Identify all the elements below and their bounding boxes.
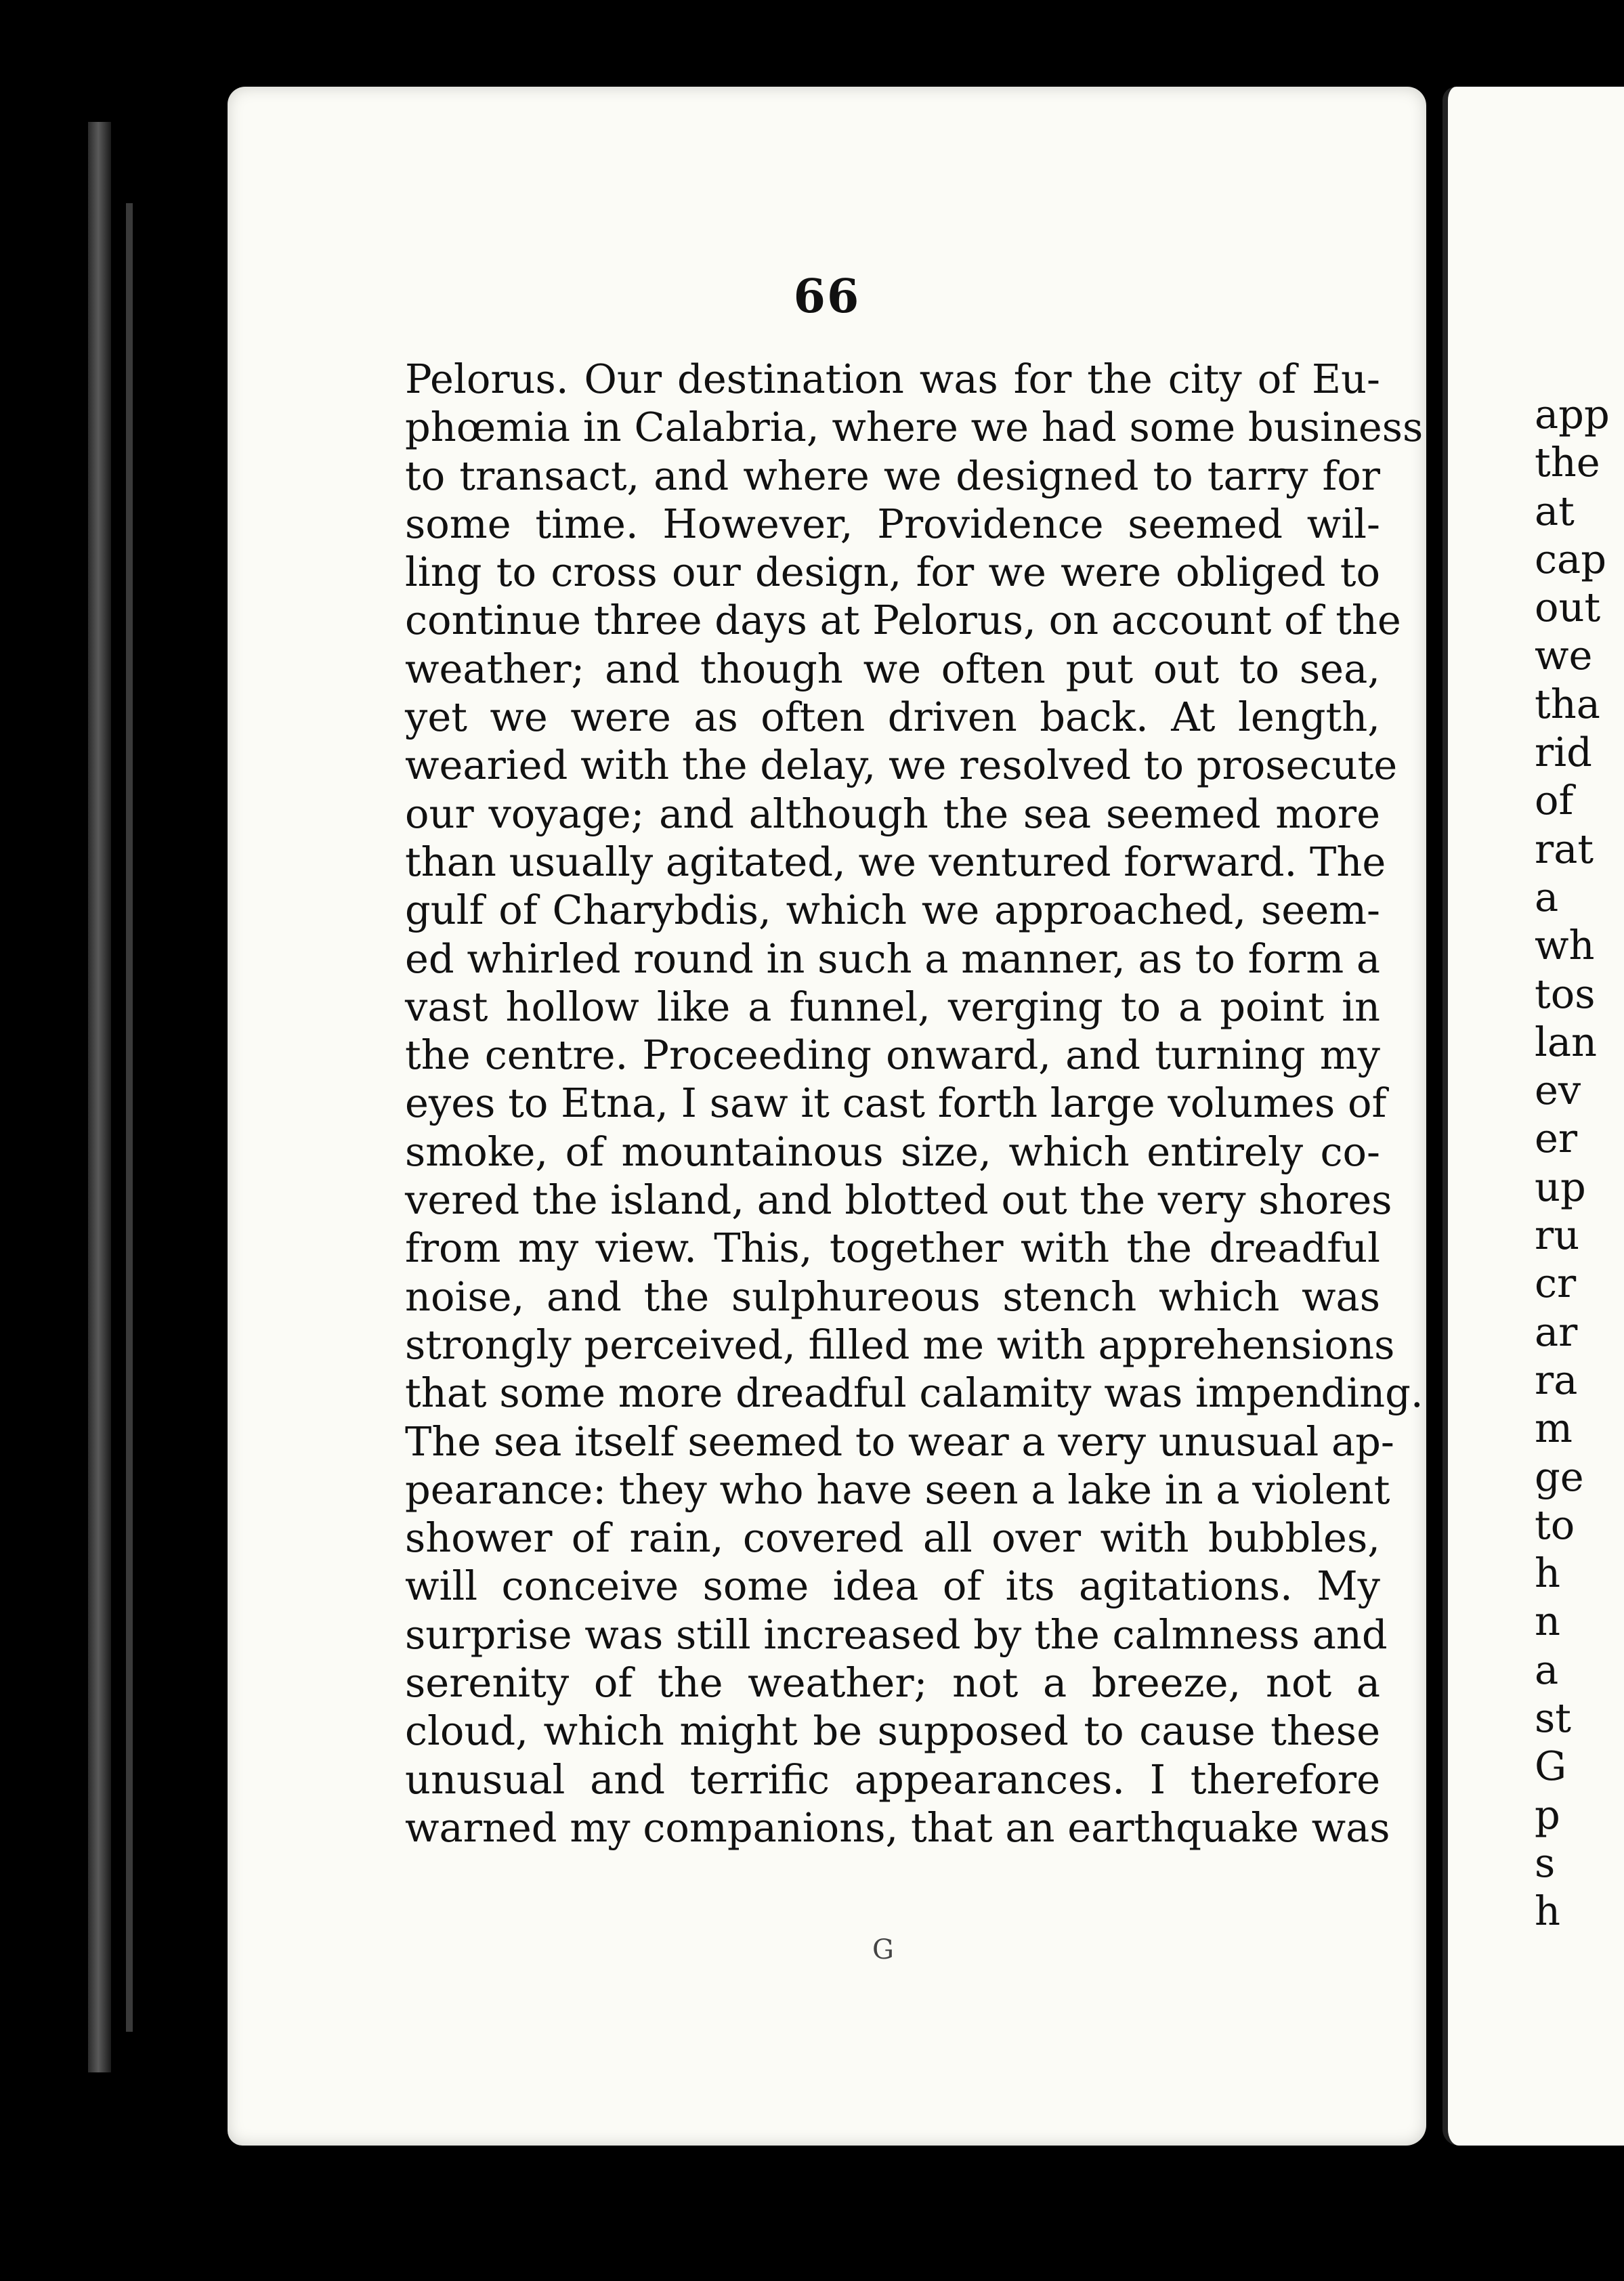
text-line: cloud, which might be supposed to cause these xyxy=(405,1707,1380,1755)
right-page-fragment: rat xyxy=(1535,825,1594,872)
text-line: than usually agitated, we ventured forward. The xyxy=(405,838,1386,885)
right-page-fragment: cap xyxy=(1535,535,1606,582)
page-body-text xyxy=(405,355,1424,1852)
text-line: Pelorus. Our destination was for the city of Eu- xyxy=(405,356,1380,402)
right-page-fragment: rid xyxy=(1535,729,1592,776)
text-line: smoke, of mountainous size, which entirely co- xyxy=(405,1128,1380,1175)
right-page-fragment: app xyxy=(1535,391,1610,438)
text-line: warned my companions, that an earthquake was xyxy=(405,1804,1390,1851)
text-line: our voyage; and although the sea seemed more xyxy=(405,790,1380,837)
text-line: wearied with the delay, we resolved to prosecute xyxy=(405,742,1398,789)
right-page-fragment: ra xyxy=(1535,1356,1578,1403)
text-line: the centre. Proceeding onward, and turning my xyxy=(405,1031,1380,1079)
right-page-fragment: of xyxy=(1535,777,1574,824)
text-line: vast hollow like a funnel, verging to a point in xyxy=(405,983,1380,1030)
right-page-fragment: a xyxy=(1535,873,1559,920)
text-line: unusual and terrific appearances. I therefore xyxy=(405,1755,1380,1803)
right-page-fragment: ge xyxy=(1535,1453,1584,1500)
right-page-fragment: at xyxy=(1535,487,1575,534)
text-line: weather; and though we often put out to sea, xyxy=(405,645,1380,692)
right-page-fragment: cr xyxy=(1535,1260,1577,1307)
signature-mark: G xyxy=(872,1934,894,1965)
right-page-fragment: lan xyxy=(1535,1018,1598,1065)
right-page-text-fragments xyxy=(1535,390,1610,1936)
text-line: pearance: they who have seen a lake in a violent xyxy=(405,1466,1390,1513)
text-line: will conceive some idea of its agitations. My xyxy=(405,1562,1380,1610)
right-page-edge xyxy=(1443,87,1624,2146)
right-page-fragment: st xyxy=(1535,1694,1571,1742)
text-line: that some more dreadful calamity was impending. xyxy=(405,1369,1424,1417)
text-line: ling to cross our design, for we were obliged to xyxy=(405,549,1380,596)
right-page-fragment: the xyxy=(1535,439,1600,486)
text-line: to transact, and where we designed to tarry for xyxy=(405,452,1380,499)
right-page-fragment: er xyxy=(1535,1115,1578,1162)
text-line: The sea itself seemed to wear a very unusual ap- xyxy=(405,1417,1394,1465)
text-line: gulf of Charybdis, which we approached, seem- xyxy=(405,887,1380,934)
right-page-fragment: G xyxy=(1535,1743,1567,1790)
text-line: some time. However, Providence seemed wil- xyxy=(405,500,1380,547)
right-page-fragment: a xyxy=(1535,1646,1559,1693)
right-page-fragment: ru xyxy=(1535,1212,1580,1259)
left-page xyxy=(228,87,1426,2146)
text-line: noise, and the sulphureous stench which was xyxy=(405,1273,1380,1320)
right-page-fragment: ev xyxy=(1535,1067,1581,1114)
page-number: 66 xyxy=(793,270,861,324)
text-line: strongly perceived, filled me with apprehensions xyxy=(405,1321,1395,1368)
text-line: surprise was still increased by the calmness and xyxy=(405,1611,1388,1658)
right-page-fragment: to xyxy=(1535,1501,1575,1548)
right-page-fragment: wh xyxy=(1535,922,1595,969)
right-page-fragment: h xyxy=(1535,1550,1560,1597)
text-line: eyes to Etna, I saw it cast forth large volumes of xyxy=(405,1080,1387,1127)
text-line: ed whirled round in such a manner, as to form a xyxy=(405,935,1381,982)
right-page-fragment: up xyxy=(1535,1163,1586,1210)
right-page-fragment: h xyxy=(1535,1888,1560,1935)
right-page-fragment: ar xyxy=(1535,1308,1578,1355)
right-page-fragment: tha xyxy=(1535,680,1600,727)
text-line: serenity of the weather; not a breeze, not a xyxy=(405,1659,1380,1707)
text-line: from my view. This, together with the dreadful xyxy=(405,1224,1380,1272)
right-page-fragment: out xyxy=(1535,584,1601,631)
text-line: phœmia in Calabria, where we had some business xyxy=(405,404,1424,451)
book-spine-edge xyxy=(126,203,133,2032)
right-page-fragment: n xyxy=(1535,1598,1560,1645)
text-line: vered the island, and blotted out the very shores xyxy=(405,1176,1392,1224)
text-line: continue three days at Pelorus, on account of the xyxy=(405,597,1401,644)
right-page-fragment: s xyxy=(1535,1839,1556,1886)
book-spine-shadow xyxy=(88,122,111,2072)
text-line: yet we were as often driven back. At length, xyxy=(405,694,1380,741)
right-page-fragment: we xyxy=(1535,632,1593,679)
right-page-fragment: tos xyxy=(1535,970,1596,1017)
right-page-fragment: m xyxy=(1535,1405,1573,1452)
text-line: shower of rain, covered all over with bubbles, xyxy=(405,1514,1380,1562)
right-page-fragment: p xyxy=(1535,1791,1560,1838)
